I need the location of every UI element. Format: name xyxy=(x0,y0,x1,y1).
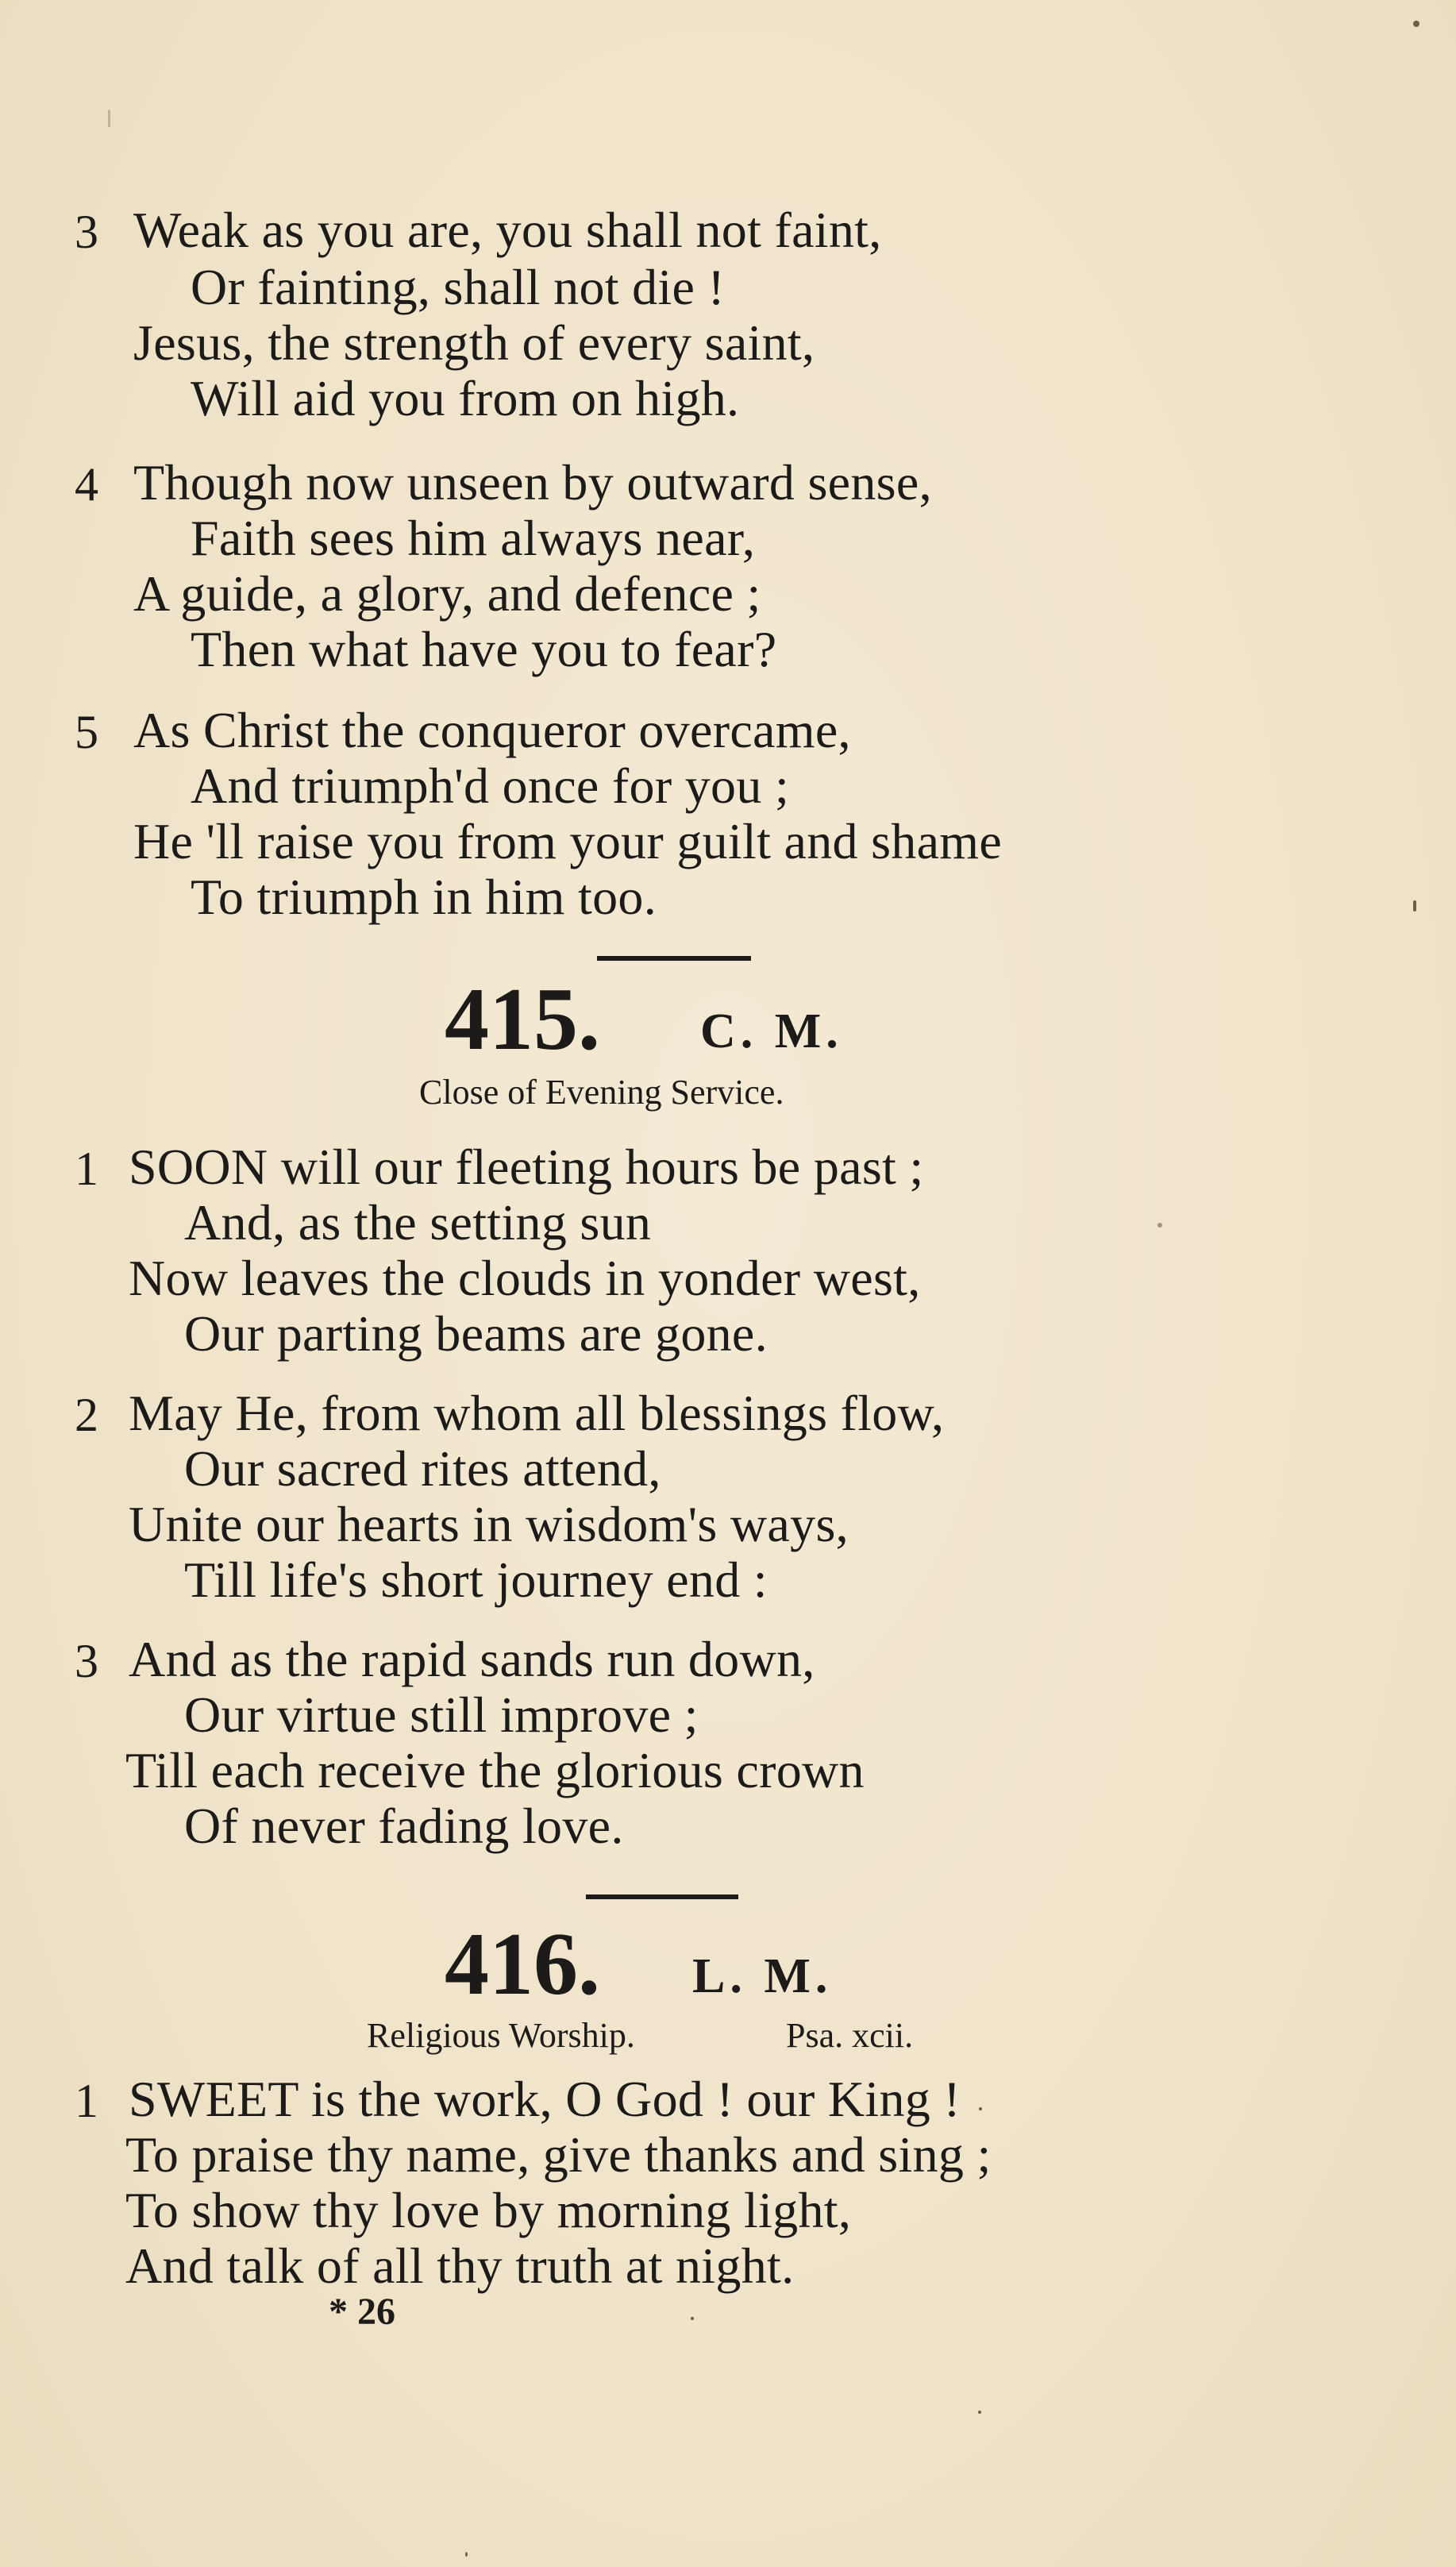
verse-line: To praise thy name, give thanks and sing ; xyxy=(125,2126,992,2183)
verse-line: May He, from whom all blessings flow, xyxy=(129,1385,945,1441)
verse-line: Our virtue still improve ; xyxy=(184,1686,699,1743)
signature-mark: * 26 xyxy=(329,2291,395,2333)
verse-line: SOON will our fleeting hours be past ; xyxy=(129,1139,924,1195)
verse-number: 1 xyxy=(75,2075,98,2127)
verse-line: Jesus, the strength of every saint, xyxy=(133,314,815,371)
paper-speck xyxy=(978,2411,981,2414)
verse-line: And, as the setting sun xyxy=(184,1194,652,1251)
verse-line: Unite our hearts in wisdom's ways, xyxy=(129,1496,849,1552)
verse-line: SWEET is the work, O God ! our King ! xyxy=(129,2071,961,2127)
verse-line: Till life's short journey end : xyxy=(184,1551,768,1608)
paper-speck xyxy=(979,2107,982,2110)
verse-line: And as the rapid sands run down, xyxy=(129,1631,815,1687)
verse-number: 3 xyxy=(75,1635,98,1687)
hymn-meter: L. M. xyxy=(692,1949,833,2003)
hymn-meter: C. M. xyxy=(700,1004,843,1058)
hymn-number: 415. xyxy=(445,970,600,1069)
hymn-title: Religious Worship. xyxy=(367,2016,635,2055)
hymn-number: 416. xyxy=(445,1915,600,2014)
verse-line: And triumph'd once for you ; xyxy=(191,757,790,814)
verse-number: 1 xyxy=(75,1143,98,1195)
verse-line: Now leaves the clouds in yonder west, xyxy=(129,1250,921,1306)
verse-line: To triumph in him too. xyxy=(191,869,657,925)
verse-number: 3 xyxy=(75,206,98,258)
verse-line: Weak as you are, you shall not faint, xyxy=(133,202,882,258)
verse-line: Till each receive the glorious crown xyxy=(125,1742,865,1798)
section-divider xyxy=(586,1894,738,1899)
verse-line: He 'll raise you from your guilt and shame xyxy=(133,813,1003,869)
scripture-reference: Psa. xcii. xyxy=(786,2016,914,2055)
paper-speck xyxy=(1413,21,1419,27)
paper-speck xyxy=(465,2552,468,2557)
verse-number: 2 xyxy=(75,1389,98,1441)
verse-line: As Christ the conqueror overcame, xyxy=(133,702,851,758)
verse-line: To show thy love by morning light, xyxy=(125,2182,852,2238)
verse-number: 5 xyxy=(75,706,98,758)
paper-speck xyxy=(1157,1223,1162,1228)
section-divider xyxy=(597,956,751,961)
hymn-title: Close of Evening Service. xyxy=(419,1073,784,1112)
verse-number: 4 xyxy=(75,458,98,511)
verse-line: Our sacred rites attend, xyxy=(184,1440,661,1497)
verse-line: Or fainting, shall not die ! xyxy=(191,259,726,315)
verse-line: Of never fading love. xyxy=(184,1798,624,1854)
verse-line: Then what have you to fear? xyxy=(191,621,777,677)
paper-speck xyxy=(1413,900,1416,912)
verse-line: Will aid you from on high. xyxy=(191,370,740,426)
verse-line: Faith sees him always near, xyxy=(191,510,756,566)
verse-line: And talk of all thy truth at night. xyxy=(125,2237,795,2294)
verse-line: Our parting beams are gone. xyxy=(184,1305,768,1362)
paper-speck xyxy=(108,110,110,127)
verse-line: Though now unseen by outward sense, xyxy=(133,454,932,511)
verse-line: A guide, a glory, and defence ; xyxy=(133,565,761,622)
paper-speck xyxy=(691,2317,694,2320)
